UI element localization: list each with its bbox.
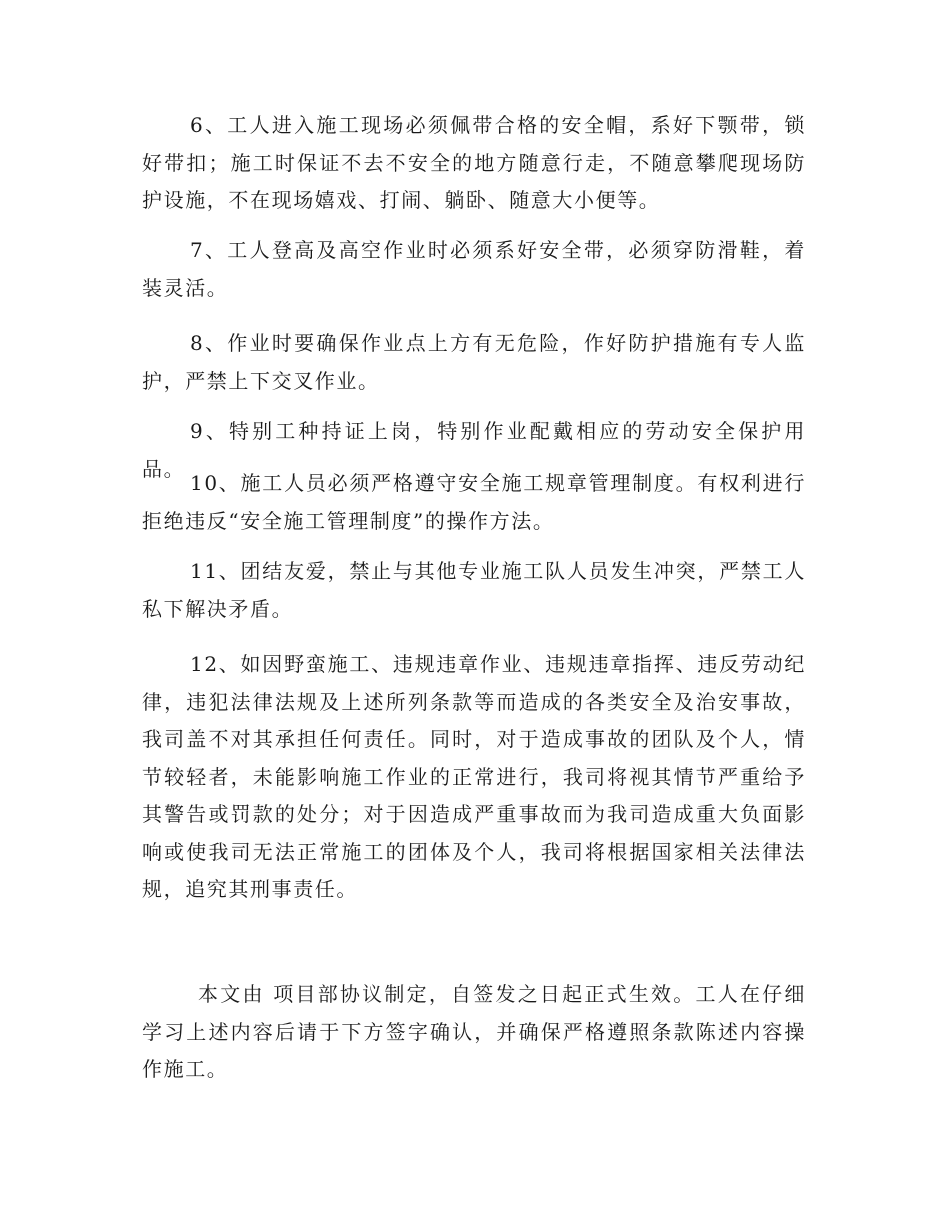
clause-6: 6、工人进入施工现场必须佩带合格的安全帽，系好下颚带，锁好带扣；施工时保证不去不安全的地方随意行走，不随意攀爬现场防护设施，不在现场嬉戏、打闹、躺卧、随意大小便等。 — [142, 113, 806, 212]
clause-7: 7、工人登高及高空作业时必须系好安全带，必须穿防滑鞋，着装灵活。 — [142, 238, 806, 300]
clause-9: 9、特别工种持证上岗，特别作业配戴相应的劳动安全保护用品。 — [142, 419, 806, 481]
clause-10: 10、施工人员必须严格遵守安全施工规章管理制度。有权利进行拒绝违反“安全施工管理制度”的操作方法。 — [142, 471, 806, 533]
clause-8: 8、作业时要确保作业点上方有无危险，作好防护措施有专人监护，严禁上下交叉作业。 — [142, 331, 806, 393]
clause-12: 12、如因野蛮施工、违规违章作业、违规违章指挥、违反劳动纪律，违犯法律法规及上述所列条款等而造成的各类安全及治安事故，我司盖不对其承担任何责任。同时，对于造成事故的团队及个人，情节较轻者，未能影响施工作业的正常进行，我司将视其情节严重给予其警告或罚款的处分；对于因造成严重事故而为我司造成重大负面影响或使我司无法正常施工的团体及个人，我司将根据国家相关法律法规，追究其刑事责任。 — [142, 652, 806, 901]
clause-11: 11、团结友爱，禁止与其他专业施工队人员发生冲突，严禁工人私下解决矛盾。 — [142, 559, 806, 621]
effective-notice: 本文由 项目部协议制定，自签发之日起正式生效。工人在仔细学习上述内容后请于下方签字确认，并确保严格遵照条款陈述内容操作施工。 — [142, 982, 806, 1081]
